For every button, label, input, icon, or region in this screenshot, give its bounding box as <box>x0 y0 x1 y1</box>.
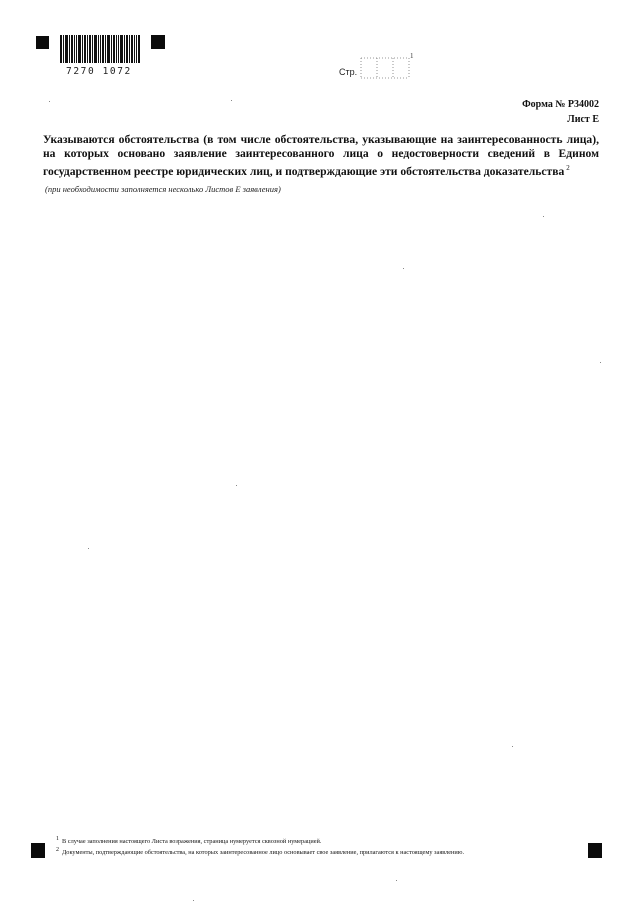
registration-marker-top-right <box>151 35 165 49</box>
page-number: 1 <box>410 52 414 60</box>
registration-marker-bottom-left <box>31 843 45 858</box>
scan-speck <box>231 100 232 101</box>
footnote-ref-2: 2 <box>566 164 570 172</box>
form-number: Форма № Р34002 <box>522 99 599 110</box>
scan-speck <box>193 900 194 901</box>
page-label: Стр. <box>339 67 358 77</box>
scan-speck <box>543 216 544 217</box>
footnote-2 <box>56 847 464 856</box>
scan-speck <box>88 548 89 549</box>
barcode-icon <box>60 35 140 63</box>
registration-marker-bottom-right <box>588 843 602 858</box>
scan-speck <box>600 362 601 363</box>
scan-speck <box>396 880 397 881</box>
footnote-text: Документы, подтверждающие обстоятельства, на которых заинтересованное лицо основывает свое заявление, прилагаются к настоящему заявлению. <box>62 849 465 856</box>
footnote-mark: 2 <box>56 847 59 853</box>
footnote-mark: 1 <box>56 836 59 842</box>
barcode-number: 7270 1072 <box>66 66 132 77</box>
section-heading-text: Указываются обстоятельства (в том числе обстоятельства, указывающие на заинтересованность лица), на которых основано заявление заинтересованного лица о недостоверности сведений в Едином государственном реестре юридических лиц, и подтверждающие эти обстоятельства доказательства <box>43 133 599 178</box>
scan-speck <box>236 485 237 486</box>
footnote-1 <box>56 836 321 845</box>
registration-marker-top-left <box>36 36 49 49</box>
sheet-label: Лист Е <box>567 114 599 125</box>
scan-speck <box>49 101 50 102</box>
footnote-text: В случае заполнения настоящего Листа возражения, страница нумеруется сквозной нумерацией. <box>62 838 322 845</box>
scan-speck <box>403 268 404 269</box>
page-number-cells[interactable] <box>360 56 410 80</box>
scan-speck <box>512 746 513 747</box>
fill-instruction: (при необходимости заполняется несколько Листов Е заявления) <box>45 184 281 194</box>
section-heading <box>43 133 599 179</box>
